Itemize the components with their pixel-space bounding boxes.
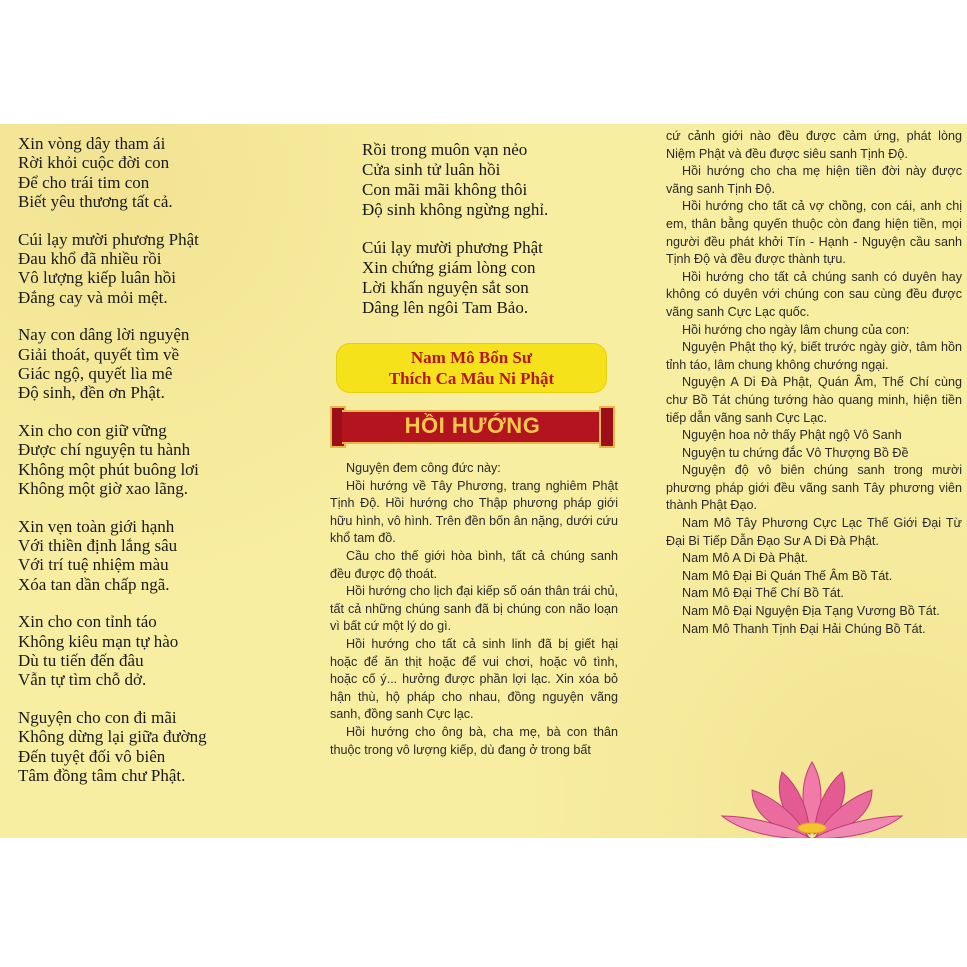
- paragraph: Hồi hướng cho cha mẹ hiện tiền đời này được vãng sanh Tịnh Độ.: [666, 164, 962, 196]
- poem-line: Xin cho con giữ vững: [18, 420, 167, 440]
- invocation-line: Nam Mô A Di Đà Phật.: [682, 551, 808, 566]
- poem-line: Giải thoát, quyết tìm về: [18, 344, 179, 364]
- paragraph: cứ cảnh giới nào đều được cảm ứng, phát lòng Niệm Phật và đều được siêu sanh Tịnh Độ.: [666, 129, 962, 161]
- poem-line: Không kiêu mạn tự hào: [18, 631, 179, 651]
- poem-line: Xin vòng dây tham ái: [18, 134, 166, 153]
- buddha-name-line-2: Thích Ca Mâu Ni Phật: [388, 369, 555, 388]
- dedication-text-middle: [330, 460, 618, 759]
- poem-line: Cúi lạy mười phương Phật: [18, 229, 199, 249]
- paragraph: Nguyện Phật thọ ký, biết trước ngày giờ, tâm hồn tỉnh táo, lâm chung không chướng ngại.: [666, 340, 962, 372]
- invocation-line: Nam Mô Thanh Tịnh Đại Hải Chúng Bồ Tát.: [682, 621, 926, 636]
- poem-line: Rời khỏi cuộc đời con: [18, 153, 170, 173]
- invocation-line: Nam Mô Đại Nguyện Địa Tạng Vương Bồ Tát.: [682, 604, 940, 619]
- invocation-line: Nam Mô Đại Thế Chí Bồ Tát.: [682, 586, 844, 601]
- prayer-sheet: [0, 124, 967, 838]
- poem-line: Cúi lạy mười phương Phật: [362, 238, 543, 257]
- paragraph: Hồi hướng về Tây Phương, trang nghiêm Phật Tịnh Độ. Hồi hướng cho Thập phương pháp giới hữu hình, vô hình. Trên đền bốn ân nặng, dưới cứu khổ tam đồ.: [330, 478, 618, 546]
- poem-line: Đến tuyệt đối vô biên: [18, 746, 166, 766]
- poem-line: Rồi trong muôn vạn nẻo: [362, 140, 528, 159]
- poem-line: Nay con dâng lời nguyện: [18, 325, 190, 345]
- poem-line: Với trí tuệ nhiệm màu: [18, 555, 169, 575]
- stanza: [18, 612, 318, 690]
- lotus-flower-icon: [712, 732, 912, 838]
- poem-line: Con mãi mãi không thôi: [362, 180, 528, 199]
- poem-line: Đắng cay và mỏi mệt.: [18, 287, 168, 307]
- paragraph: Nguyện độ vô biên chúng sanh trong mười phương pháp giới đều vãng sanh Tây phương viên thành Phật Đạo.: [666, 463, 962, 513]
- paragraph: Hồi hướng cho ông bà, cha mẹ, bà con thân thuộc trong vô lượng kiếp, dù đang ở trong bất: [330, 724, 618, 757]
- stanza: [18, 230, 318, 308]
- paragraph: Hồi hướng cho ngày lâm chung của con:: [682, 322, 910, 337]
- section-banner: [330, 404, 615, 450]
- paragraph: Hồi hướng cho tất cả chúng sanh có duyên hay không có duyên với chúng con sau cùng đều được vãng sanh Cực Lạc quốc.: [666, 269, 962, 319]
- poem-line: Đau khổ đã nhiều rồi: [18, 249, 162, 269]
- poem-line: Xóa tan dần chấp ngã.: [18, 574, 170, 594]
- poem-line: Với thiền định lắng sâu: [18, 535, 178, 555]
- poem-line: Lời khấn nguyện sắt son: [362, 278, 529, 297]
- poem-line: Vô lượng kiếp luân hồi: [18, 268, 176, 288]
- dedication-text-right: [666, 128, 962, 638]
- poem-line: Biết yêu thương tất cả.: [18, 192, 173, 212]
- poem-line: Dù tu tiến đến đâu: [18, 650, 144, 670]
- poem-line: Không một phút buông lơi: [18, 459, 199, 479]
- paragraph: Nguyện A Di Đà Phật, Quán Âm, Thế Chí cùng chư Bồ Tát chúng tướng hào quang minh, hiện tiền tiếp dẫn vãng sanh Cực Lạc.: [666, 375, 962, 425]
- poem-line: Giác ngộ, quyết lìa mê: [18, 364, 173, 384]
- paragraph: Hồi hướng cho lịch đại kiếp số oán thân trái chủ, tất cả những chúng sanh đã bị chúng con não loạn vì bất cứ một lý do gì.: [330, 584, 618, 634]
- buddha-name-box: [336, 343, 607, 393]
- poem-line: Độ sinh, đền ơn Phật.: [18, 383, 165, 403]
- stanza: [18, 134, 318, 212]
- paragraph: Hồi hướng cho tất cả vợ chồng, con cái, anh chị em, thân bằng quyến thuộc còn đang hiện tiền, mọi người đều phát khởi Tín - Hạnh - Nguyện cầu sanh Tịnh Độ và đều được thành tựu.: [666, 199, 962, 267]
- stanza: [18, 325, 318, 403]
- paragraph: Cầu cho thế giới hòa bình, tất cả chúng sanh đều được độ thoát.: [330, 548, 618, 581]
- stanza: [362, 238, 642, 318]
- poem-line: Được chí nguyện tu hành: [18, 440, 191, 460]
- poem-line: Độ sinh không ngừng nghỉ.: [362, 200, 549, 219]
- stanza: [18, 421, 318, 499]
- poem-line: Không dừng lại giữa đường: [18, 727, 207, 747]
- poem-column-middle: [362, 140, 642, 336]
- paragraph: Nguyện hoa nở thấy Phật ngộ Vô Sanh: [682, 428, 902, 443]
- poem-line: Không một giờ xao lãng.: [18, 479, 188, 499]
- poem-column-left: [18, 134, 318, 803]
- buddha-name-line-1: Nam Mô Bổn Sư: [410, 348, 533, 367]
- poem-line: Để cho trái tim con: [18, 172, 150, 192]
- paragraph: Hồi hướng cho tất cả sinh linh đã bị giết hại hoặc để ăn thịt hoặc để vui chơi, hoặc vô tình, hoặc cố ý... hưởng được phần lợi lạc. Xin xóa bỏ hận thù, hộ pháp cho nhau, đồng nguyện vãng sanh, đồng sanh Cực lạc.: [330, 636, 618, 722]
- paragraph: Nguyện đem công đức này:: [346, 461, 501, 475]
- poem-line: Xin chứng giám lòng con: [362, 258, 536, 277]
- invocation-line: Nam Mô Đại Bi Quán Thế Âm Bồ Tát.: [682, 568, 893, 583]
- poem-line: Xin vẹn toàn giới hạnh: [18, 516, 175, 536]
- poem-line: Nguyện cho con đi mãi: [18, 707, 177, 727]
- paragraph: Nguyện tu chứng đắc Vô Thượng Bồ Đề: [682, 445, 909, 460]
- poem-line: Xin cho con tỉnh táo: [18, 612, 157, 632]
- section-title: HỒI HƯỚNG: [404, 413, 541, 438]
- poem-line: Dâng lên ngôi Tam Bảo.: [362, 298, 529, 317]
- poem-line: Cửa sinh tử luân hồi: [362, 160, 501, 179]
- stanza: [362, 140, 642, 220]
- poem-line: Vẫn tự tìm chỗ dở.: [18, 670, 147, 690]
- stanza: [18, 517, 318, 595]
- paragraph: Nam Mô Tây Phương Cực Lạc Thế Giới Đại Từ Đại Bi Tiếp Dẫn Đạo Sư A Di Đà Phật.: [666, 516, 962, 548]
- stanza: [18, 708, 318, 786]
- poem-line: Tâm đồng tâm chư Phật.: [18, 765, 186, 785]
